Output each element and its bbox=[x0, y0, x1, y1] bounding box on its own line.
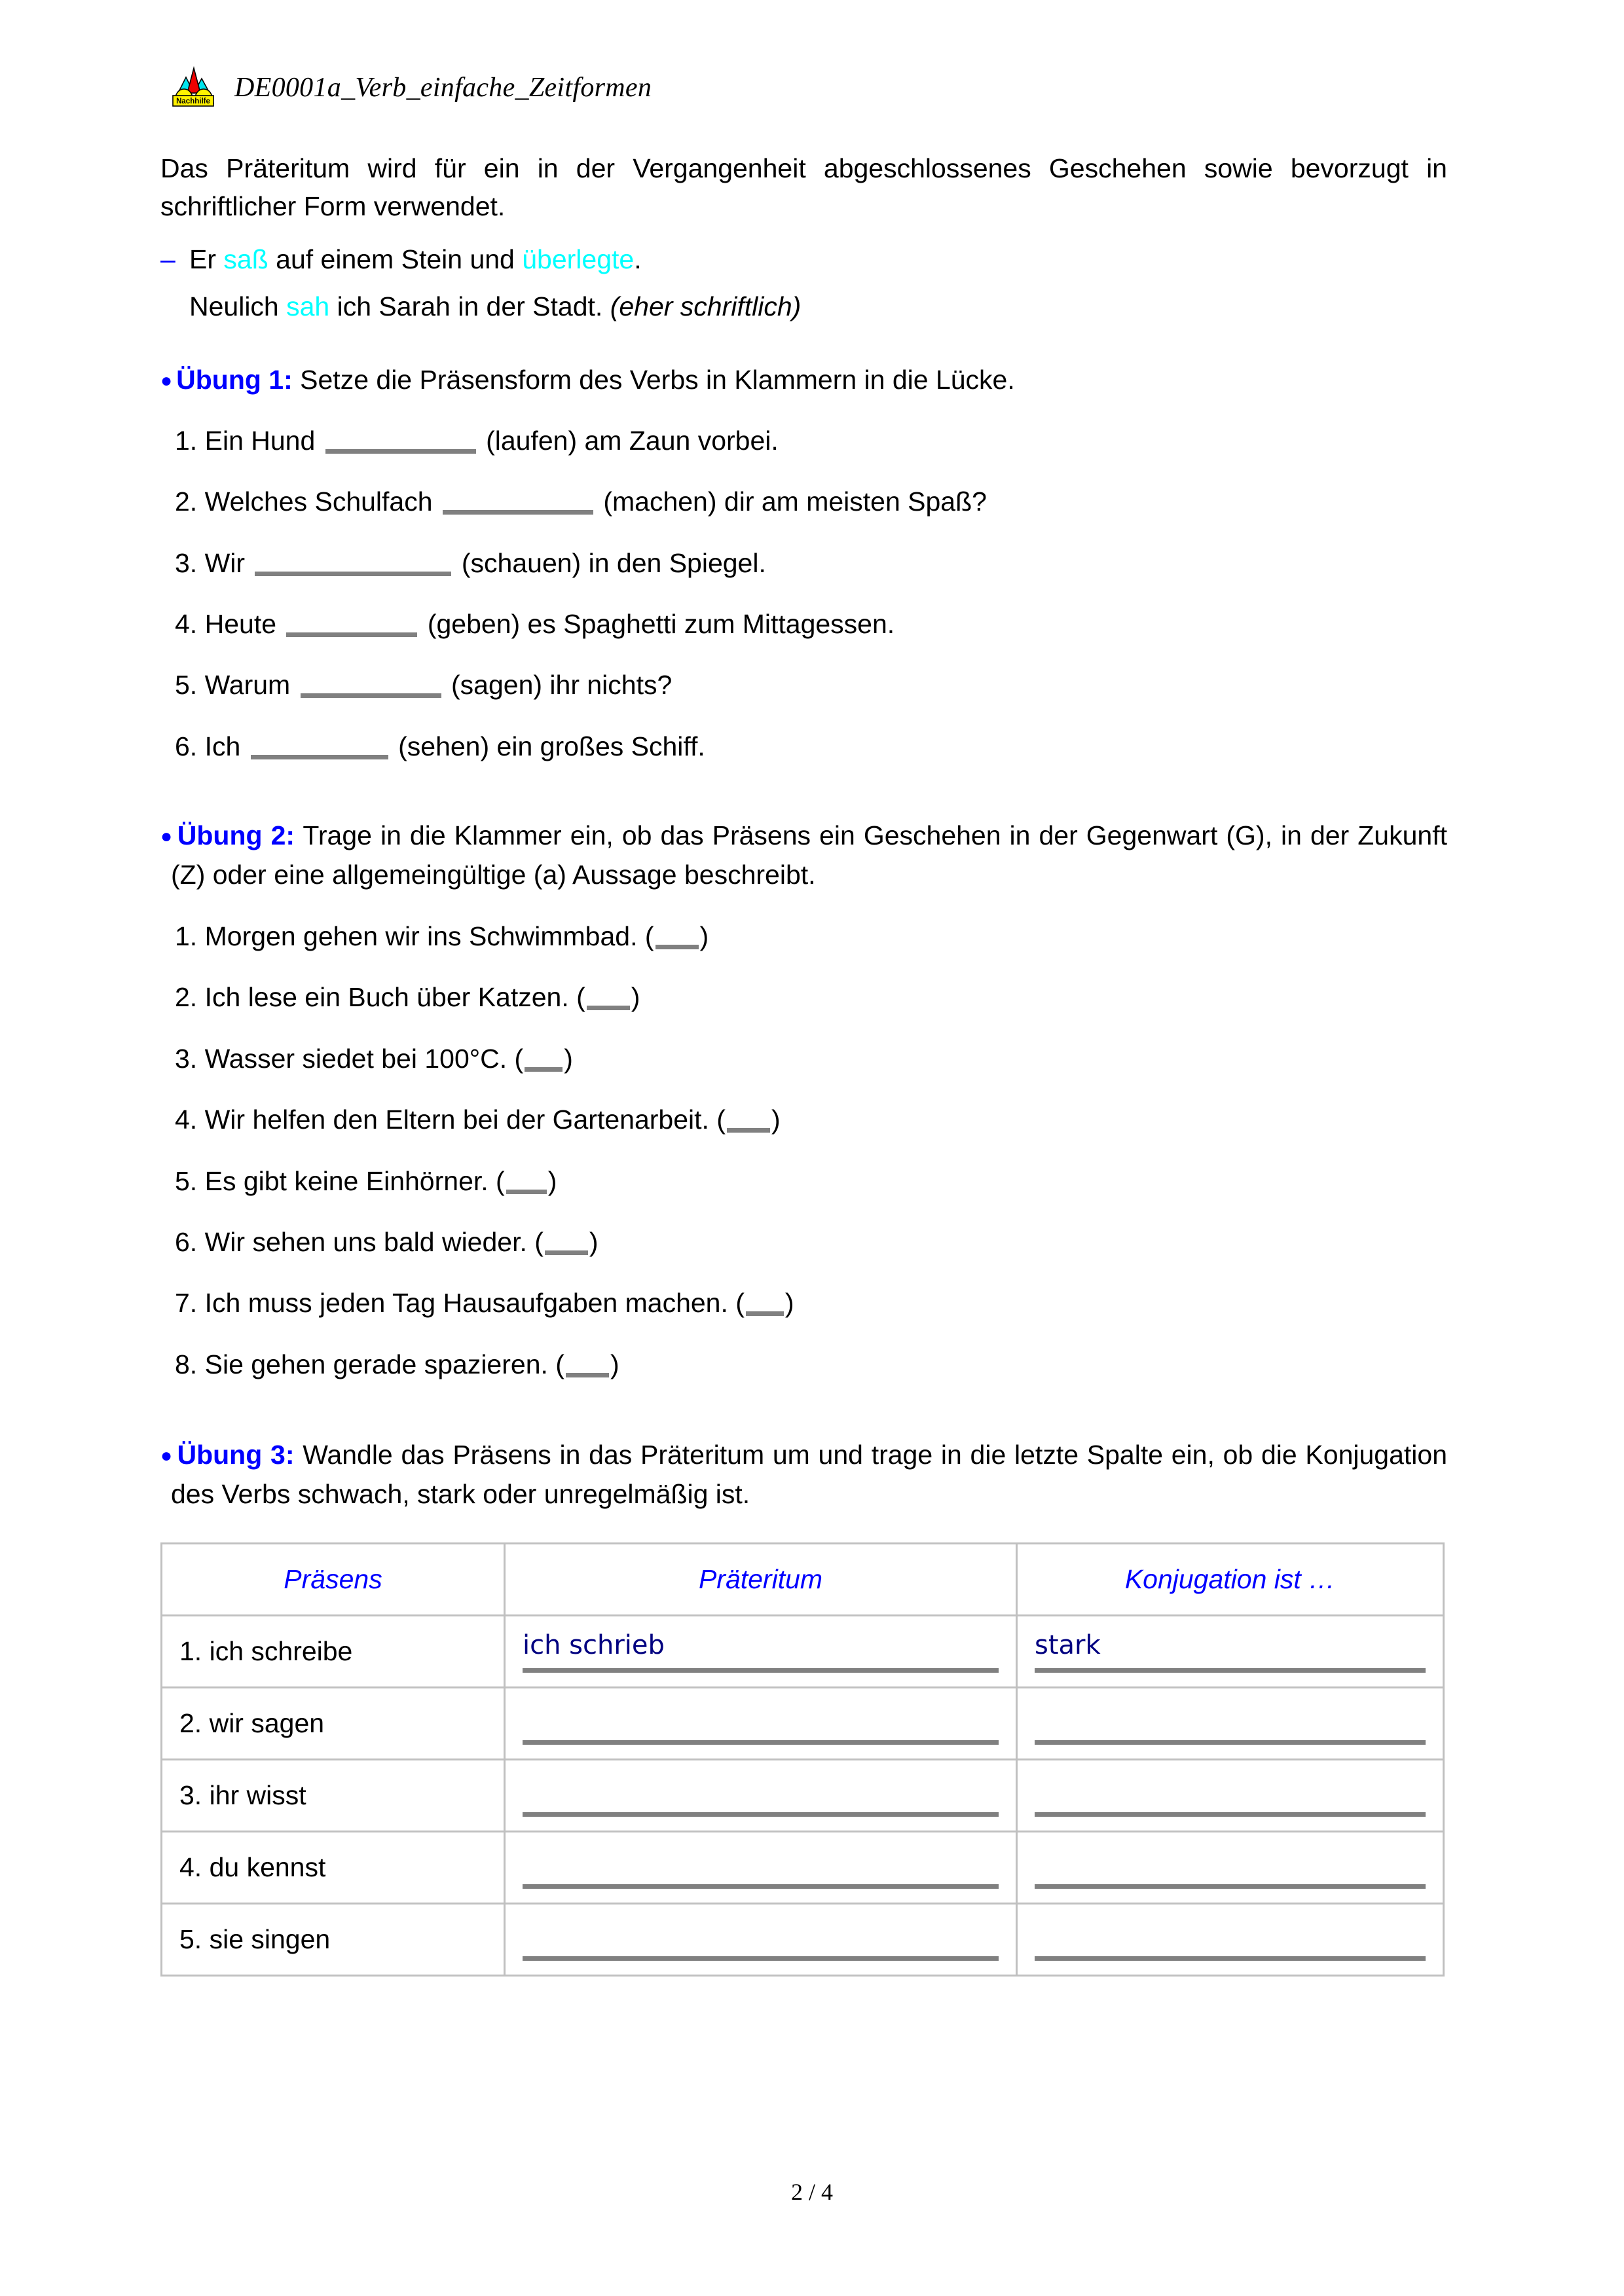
content-column bbox=[160, 149, 1447, 1977]
item-post: (sagen) ihr nichts? bbox=[451, 670, 673, 701]
document-header bbox=[164, 63, 652, 113]
example-1-post: . bbox=[634, 244, 642, 275]
list-item: 7. Ich muss jeden Tag Hausaufgaben machen. ( ) bbox=[175, 1288, 794, 1319]
cell-praesens: 5. sie singen bbox=[162, 1904, 505, 1976]
item-text: Es gibt keine Einhörner. bbox=[204, 1165, 489, 1196]
cell-konjugation[interactable] bbox=[1017, 1904, 1444, 1976]
list-item bbox=[160, 422, 1447, 460]
item-post: (machen) dir am meisten Spaß? bbox=[603, 486, 987, 517]
list-item: 2. Ich lese ein Buch über Katzen. ( ) bbox=[175, 982, 640, 1013]
column-header-konjugation: Konjugation ist … bbox=[1017, 1544, 1444, 1616]
exercise-2-label: Übung 2: bbox=[177, 820, 295, 851]
table-row bbox=[162, 1688, 1444, 1760]
item-number: 7. bbox=[175, 1288, 198, 1319]
page-number: 2 / 4 bbox=[790, 2179, 833, 2205]
cell-konjugation[interactable] bbox=[1017, 1688, 1444, 1760]
exercise-2-items bbox=[160, 918, 1447, 1383]
fill-blank[interactable] bbox=[655, 945, 699, 949]
example-2-note: (eher schriftlich) bbox=[610, 291, 802, 321]
example-1-highlight-1: saß bbox=[223, 244, 268, 275]
example-line-1 bbox=[160, 240, 1447, 280]
fill-blank[interactable] bbox=[251, 755, 388, 759]
item-pre: Heute bbox=[204, 609, 277, 640]
exercise-1-heading bbox=[160, 361, 1447, 399]
item-post: (geben) es Spaghetti zum Mittagessen. bbox=[427, 609, 895, 640]
cell-praeteritum[interactable] bbox=[505, 1616, 1017, 1688]
fill-blank[interactable] bbox=[443, 510, 593, 515]
item-number: 1. bbox=[175, 425, 198, 456]
cell-praesens: 4. du kennst bbox=[162, 1832, 505, 1904]
cell-praeteritum[interactable] bbox=[505, 1688, 1017, 1760]
cell-praesens: 1. ich schreibe bbox=[162, 1616, 505, 1688]
answer-input-praeteritum[interactable] bbox=[523, 1838, 999, 1889]
item-number: 3. bbox=[175, 1043, 198, 1074]
item-number: 2. bbox=[175, 486, 198, 517]
item-pre: Wir bbox=[204, 547, 246, 578]
cell-konjugation[interactable] bbox=[1017, 1832, 1444, 1904]
item-post: (sehen) ein großes Schiff. bbox=[398, 731, 705, 761]
example-1-mid: auf einem Stein und bbox=[268, 244, 523, 275]
table-row bbox=[162, 1904, 1444, 1976]
cell-praeteritum[interactable] bbox=[505, 1832, 1017, 1904]
item-pre: Ich bbox=[204, 731, 241, 761]
exercise-2-heading bbox=[160, 816, 1447, 894]
fill-blank[interactable] bbox=[566, 1373, 609, 1377]
fill-blank[interactable] bbox=[545, 1250, 588, 1255]
column-header-praesens: Präsens bbox=[162, 1544, 505, 1616]
item-number: 4. bbox=[175, 1104, 198, 1135]
item-number: 5. bbox=[175, 670, 198, 701]
cell-praeteritum[interactable] bbox=[505, 1904, 1017, 1976]
list-item: 4. Wir helfen den Eltern bei der Gartenarbeit. ( ) bbox=[175, 1104, 781, 1135]
item-text: Wir helfen den Eltern bei der Gartenarbeit. bbox=[204, 1104, 709, 1135]
item-post: (schauen) in den Spiegel. bbox=[461, 547, 766, 578]
exercise-1-label: Übung 1: bbox=[176, 365, 293, 395]
item-number: 5. bbox=[175, 1165, 198, 1196]
example-1-highlight-2: überlegte bbox=[522, 244, 635, 275]
table-row bbox=[162, 1760, 1444, 1832]
list-item bbox=[160, 606, 1447, 643]
answer-input-konjugation[interactable] bbox=[1035, 1766, 1426, 1817]
table-row bbox=[162, 1616, 1444, 1688]
cell-konjugation[interactable] bbox=[1017, 1616, 1444, 1688]
example-2-mid: ich Sarah in der Stadt. bbox=[329, 291, 610, 321]
example-text-1 bbox=[189, 240, 1447, 280]
example-1-pre: Er bbox=[189, 244, 224, 275]
item-text: Ich muss jeden Tag Hausaufgaben machen. bbox=[204, 1288, 728, 1319]
table-header-row bbox=[162, 1544, 1444, 1616]
document-title: DE0001a_Verb_einfache_Zeitformen bbox=[234, 73, 652, 103]
fill-blank[interactable] bbox=[506, 1190, 547, 1194]
conjugation-table bbox=[160, 1542, 1445, 1977]
item-text: Wir sehen uns bald wieder. bbox=[204, 1227, 527, 1258]
item-number: 2. bbox=[175, 982, 198, 1013]
dash-bullet-icon: – bbox=[160, 244, 175, 275]
example-2-pre: Neulich bbox=[189, 291, 287, 321]
column-header-praeteritum: Präteritum bbox=[505, 1544, 1017, 1616]
exercise-3-instruction: Wandle das Präsens in das Präteritum um und trage in die letzte Spalte ein, ob die Konjugation des Verbs schwach, stark oder unregelmäßig ist. bbox=[171, 1440, 1447, 1509]
item-pre: Ein Hund bbox=[204, 425, 316, 456]
fill-blank[interactable] bbox=[746, 1311, 784, 1316]
cell-praesens: 2. wir sagen bbox=[162, 1688, 505, 1760]
example-2-highlight-1: sah bbox=[286, 291, 330, 321]
intro-paragraph: Das Präteritum wird für ein in der Vergangenheit abgeschlossenes Geschehen sowie bevorzugt in schriftlicher Form verwendet. bbox=[160, 153, 1447, 222]
item-number: 8. bbox=[175, 1349, 198, 1379]
item-pre: Welches Schulfach bbox=[204, 486, 433, 517]
fill-blank[interactable] bbox=[727, 1128, 770, 1133]
list-item: 5. Es gibt keine Einhörner. ( ) bbox=[175, 1165, 557, 1196]
item-pre: Warum bbox=[204, 670, 291, 701]
fill-blank[interactable] bbox=[325, 449, 476, 454]
table-row bbox=[162, 1832, 1444, 1904]
item-post: (laufen) am Zaun vorbei. bbox=[486, 425, 779, 456]
exercise-1-instruction: Setze die Präsensform des Verbs in Klammern in die Lücke. bbox=[292, 365, 1015, 395]
exercise-3-label: Übung 3: bbox=[177, 1440, 295, 1470]
bullet-dot-icon-2: ● bbox=[160, 825, 174, 847]
item-number: 1. bbox=[175, 921, 198, 952]
answer-input-praeteritum[interactable]: ich schrieb bbox=[523, 1622, 999, 1673]
answer-input-praeteritum[interactable] bbox=[523, 1910, 999, 1961]
list-item bbox=[160, 728, 1447, 765]
answer-input-konjugation[interactable]: stark bbox=[1035, 1622, 1426, 1673]
cell-praeteritum[interactable] bbox=[505, 1760, 1017, 1832]
exercise-1-items bbox=[160, 422, 1447, 765]
item-text: Sie gehen gerade spazieren. bbox=[204, 1349, 548, 1379]
bullet-dot-icon-1: ● bbox=[160, 369, 173, 392]
answer-input-konjugation[interactable] bbox=[1035, 1838, 1426, 1889]
exercise-3-heading bbox=[160, 1436, 1447, 1514]
page-footer bbox=[0, 2178, 1624, 2206]
item-text: Wasser siedet bei 100°C. bbox=[204, 1043, 507, 1074]
fill-blank[interactable] bbox=[286, 632, 417, 637]
list-item bbox=[160, 666, 1447, 704]
answer-input-praeteritum[interactable] bbox=[523, 1766, 999, 1817]
list-item: 1. Morgen gehen wir ins Schwimmbad. ( ) bbox=[175, 921, 709, 952]
example-text-2 bbox=[189, 287, 1447, 327]
answer-input-konjugation[interactable] bbox=[1035, 1910, 1426, 1961]
fill-blank[interactable] bbox=[255, 572, 451, 576]
list-item: 8. Sie gehen gerade spazieren. ( ) bbox=[175, 1349, 619, 1379]
item-number: 3. bbox=[175, 547, 198, 578]
logo-label: Nachhilfe bbox=[176, 98, 210, 105]
item-number: 6. bbox=[175, 1227, 198, 1258]
fill-blank[interactable] bbox=[587, 1006, 630, 1010]
list-item: 3. Wasser siedet bei 100°C. ( ) bbox=[175, 1043, 573, 1074]
bullet-dot-icon-3: ● bbox=[160, 1444, 174, 1467]
list-item bbox=[160, 483, 1447, 520]
exercise-2-instruction: Trage in die Klammer ein, ob das Präsens ein Geschehen in der Gegenwart (G), in der Zukunft (Z) oder eine allgemeingültige (a) Aussage beschreibt. bbox=[171, 820, 1447, 890]
item-number: 4. bbox=[175, 609, 198, 640]
item-text: Morgen gehen wir ins Schwimmbad. bbox=[204, 921, 638, 952]
answer-input-praeteritum[interactable] bbox=[523, 1694, 999, 1745]
fill-blank[interactable] bbox=[301, 693, 441, 698]
list-item: 6. Wir sehen uns bald wieder. ( ) bbox=[175, 1227, 599, 1258]
list-item bbox=[160, 545, 1447, 582]
answer-input-konjugation[interactable] bbox=[1035, 1694, 1426, 1745]
cell-konjugation[interactable] bbox=[1017, 1760, 1444, 1832]
example-line-2 bbox=[160, 287, 1447, 327]
cell-praesens: 3. ihr wisst bbox=[162, 1760, 505, 1832]
nachhilfe-logo-icon bbox=[164, 63, 219, 113]
item-number: 6. bbox=[175, 731, 198, 761]
item-text: Ich lese ein Buch über Katzen. bbox=[204, 982, 569, 1013]
fill-blank[interactable] bbox=[525, 1067, 563, 1072]
